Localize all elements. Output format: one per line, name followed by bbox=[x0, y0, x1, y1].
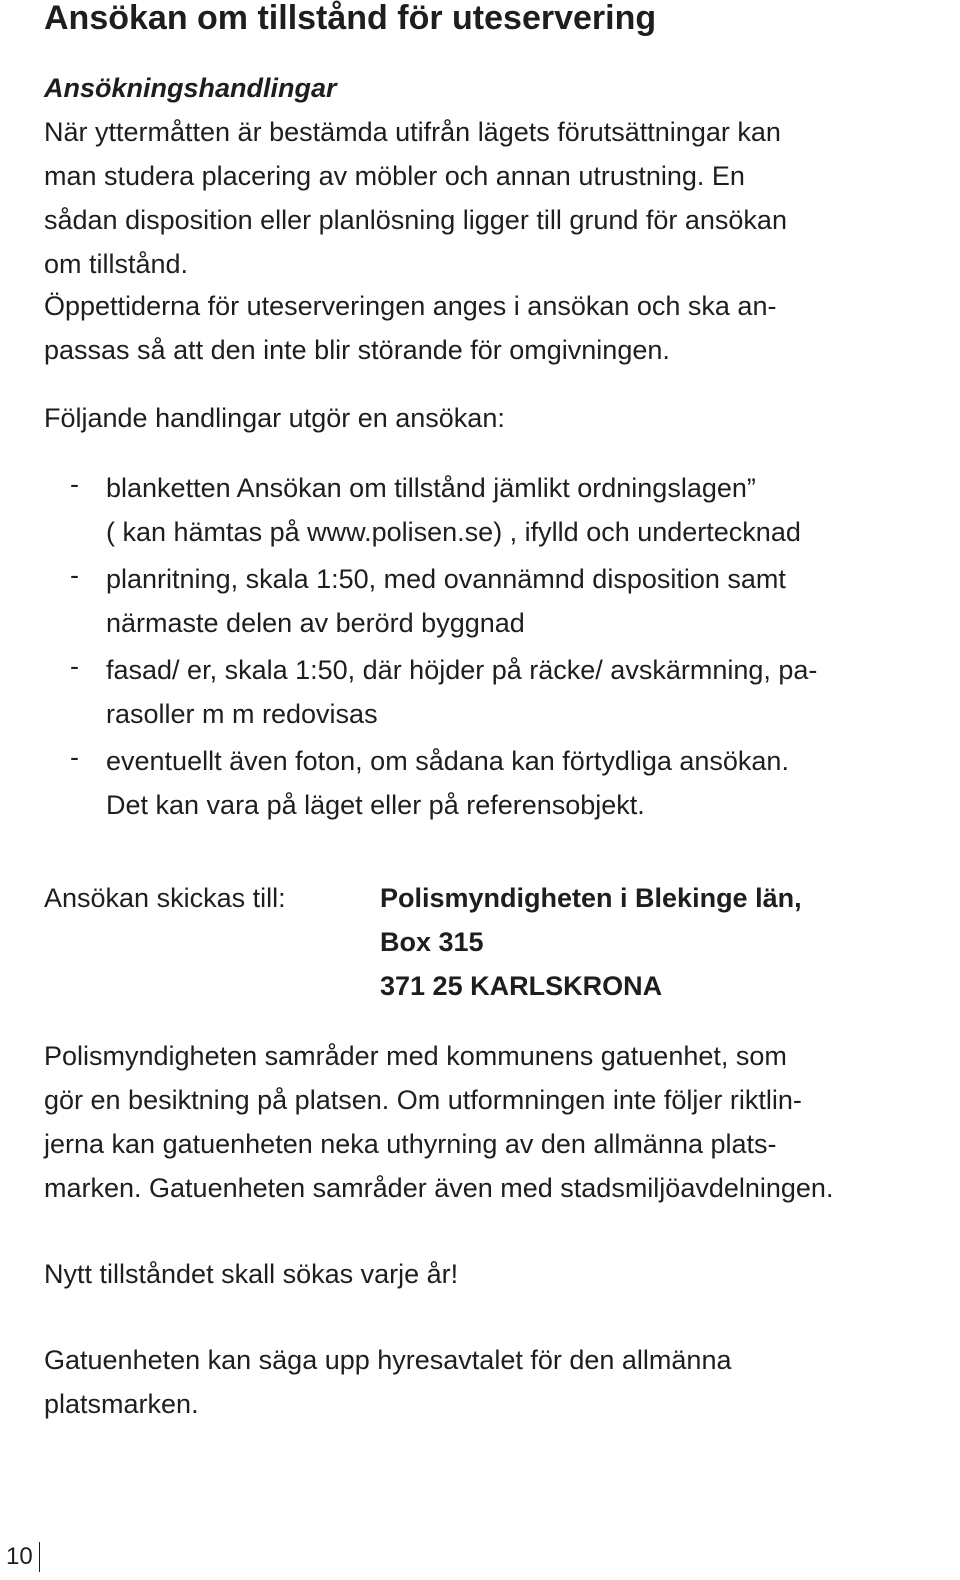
renewal-note bbox=[44, 1252, 458, 1296]
section-heading: Ansökningshandlingar bbox=[44, 73, 337, 103]
list-item bbox=[44, 739, 817, 827]
list-item-line: Det kan vara på läget eller på referensobjekt. bbox=[106, 790, 645, 820]
address-line: Polismyndigheten i Blekinge län, bbox=[380, 883, 802, 913]
termination-line: Gatuenheten kan säga upp hyresavtalet för den allmänna bbox=[44, 1345, 732, 1375]
required-documents-list bbox=[44, 466, 817, 830]
mailing-address bbox=[380, 876, 802, 1008]
termination-line: platsmarken. bbox=[44, 1389, 199, 1419]
opening-hours-paragraph bbox=[44, 284, 776, 372]
intro-paragraph bbox=[44, 110, 787, 286]
consultation-line: jerna kan gatuenheten neka uthyrning av den allmänna plats- bbox=[44, 1129, 777, 1159]
list-intro-text: Följande handlingar utgör en ansökan: bbox=[44, 403, 505, 433]
intro-line: man studera placering av möbler och annan utrustning. En bbox=[44, 161, 745, 191]
page-number: 10 bbox=[0, 1542, 40, 1572]
list-item bbox=[44, 466, 817, 554]
address-line: Box 315 bbox=[380, 927, 484, 957]
consultation-line: gör en besiktning på platsen. Om utformningen inte följer riktlin- bbox=[44, 1085, 802, 1115]
page-title: Ansökan om tillstånd för uteservering bbox=[44, 0, 657, 37]
opening-hours-line: passas så att den inte blir störande för omgivningen. bbox=[44, 335, 670, 365]
list-item-line: närmaste delen av berörd byggnad bbox=[106, 608, 525, 638]
send-to-label: Ansökan skickas till: bbox=[44, 883, 286, 913]
intro-line: sådan disposition eller planlösning ligger till grund för ansökan bbox=[44, 205, 787, 235]
intro-line: om tillstånd. bbox=[44, 249, 189, 279]
list-item-line: eventuellt även foton, om sådana kan förtydliga ansökan. bbox=[106, 746, 789, 776]
list-item-line: rasoller m m redovisas bbox=[106, 699, 378, 729]
address-line: 371 25 KARLSKRONA bbox=[380, 971, 663, 1001]
list-dash: - bbox=[70, 651, 79, 681]
list-dash: - bbox=[70, 560, 79, 590]
consultation-line: marken. Gatuenheten samråder även med stadsmiljöavdelningen. bbox=[44, 1173, 834, 1203]
list-item bbox=[44, 557, 817, 645]
consultation-line: Polismyndigheten samråder med kommunens gatuenhet, som bbox=[44, 1041, 787, 1071]
renewal-note-text: Nytt tillståndet skall sökas varje år! bbox=[44, 1259, 459, 1289]
list-item-line: ( kan hämtas på www.polisen.se) , ifylld och undertecknad bbox=[106, 517, 801, 547]
opening-hours-line: Öppettiderna för uteserveringen anges i ansökan och ska an- bbox=[44, 291, 777, 321]
intro-line: När yttermåtten är bestämda utifrån lägets förutsättningar kan bbox=[44, 117, 781, 147]
list-item-line: fasad/ er, skala 1:50, där höjder på räcke/ avskärmning, pa- bbox=[106, 655, 818, 685]
list-item-line: planritning, skala 1:50, med ovannämnd disposition samt bbox=[106, 564, 786, 594]
consultation-paragraph bbox=[44, 1034, 833, 1210]
list-dash: - bbox=[70, 469, 79, 499]
list-item bbox=[44, 648, 817, 736]
list-dash: - bbox=[70, 742, 79, 772]
termination-paragraph bbox=[44, 1338, 731, 1426]
list-item-line: blanketten Ansökan om tillstånd jämlikt ordningslagen” bbox=[106, 473, 756, 503]
list-intro bbox=[44, 396, 505, 440]
